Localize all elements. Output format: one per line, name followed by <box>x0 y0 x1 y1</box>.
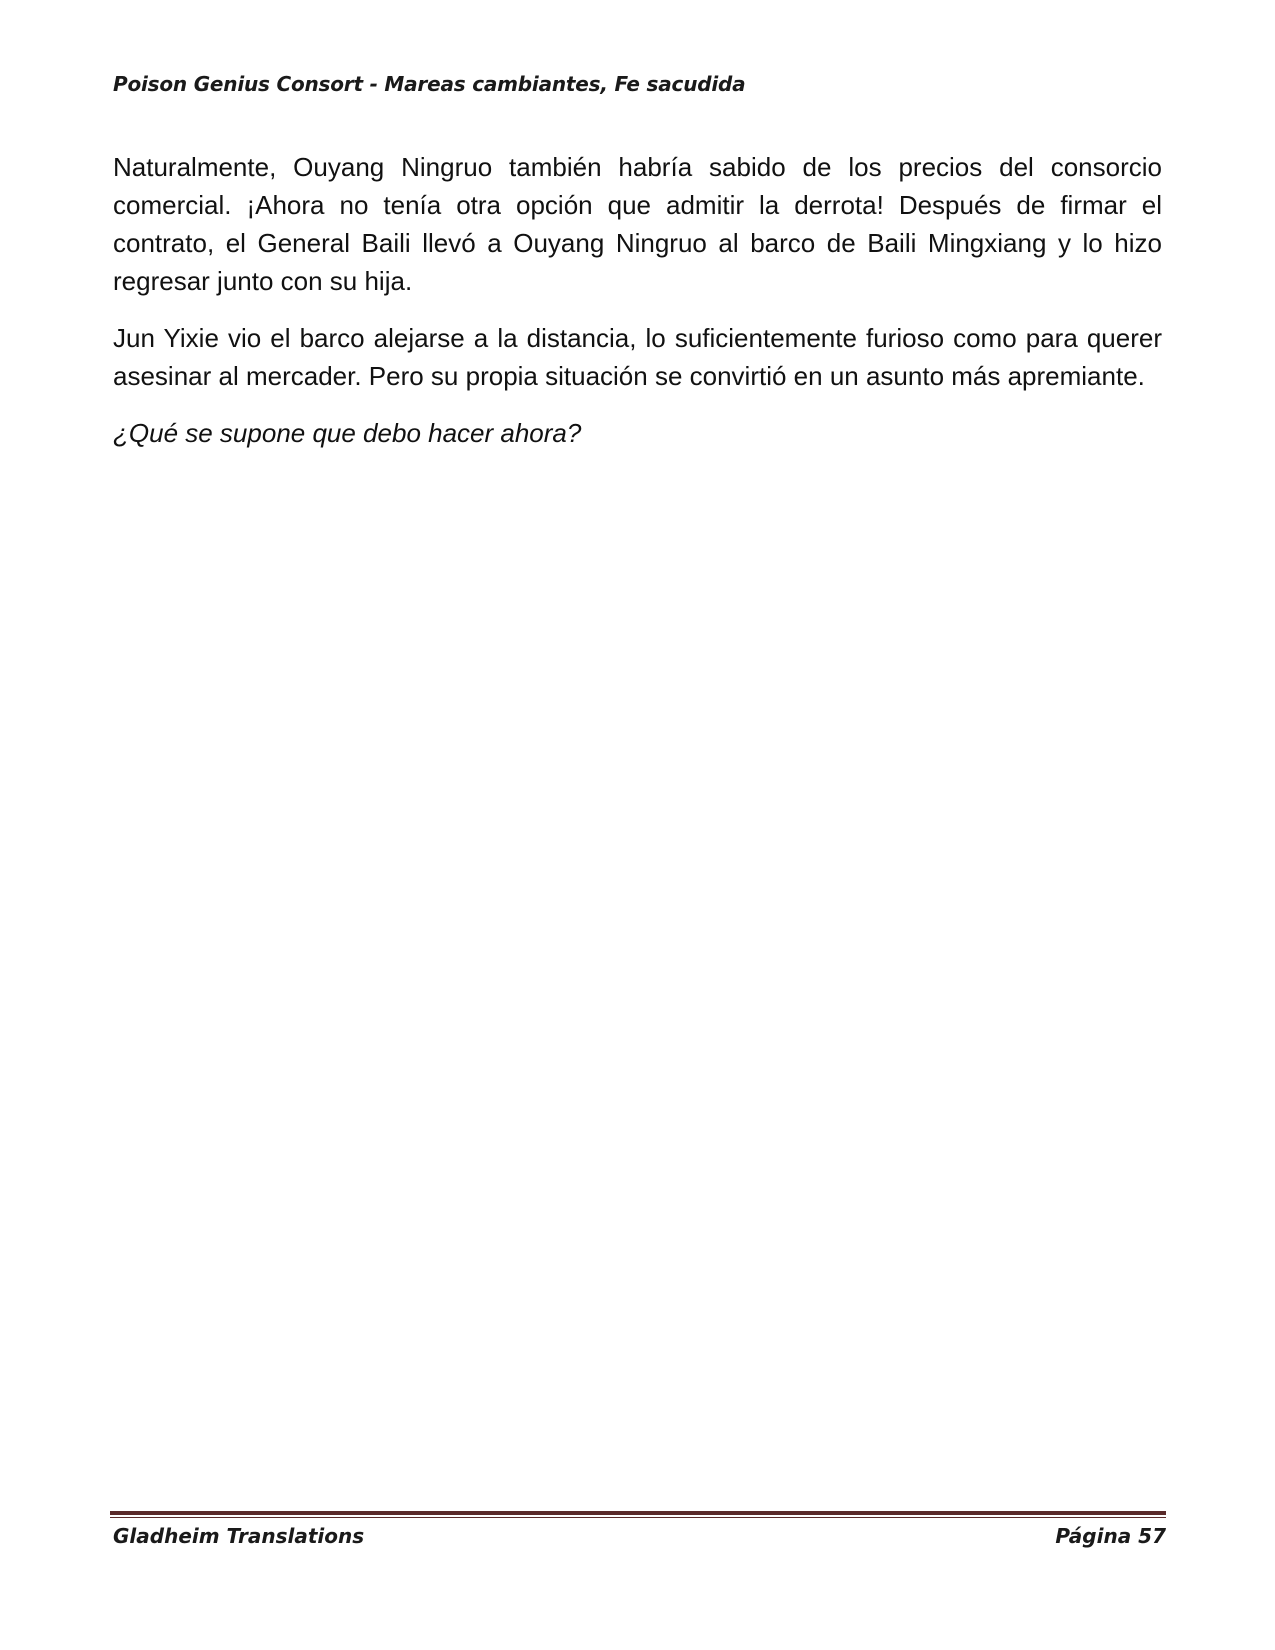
footer-divider-thin <box>110 1517 1166 1518</box>
footer-translator-name: Gladheim Translations <box>113 1524 365 1548</box>
footer-page-number: Página 57 <box>1055 1524 1166 1548</box>
document-body <box>113 148 1162 471</box>
paragraph-2: Jun Yixie vio el barco alejarse a la distancia, lo suficientemente furioso como para querer asesinar al mercader. Pero su propia situación se convirtió en un asunto más apremiante. <box>113 323 1162 391</box>
paragraph-1: Naturalmente, Ouyang Ningruo también habría sabido de los precios del consorcio comercial. ¡Ahora no tenía otra opción que admitir la derrota! Después de firmar el contrato, el General Baili llevó a Ouyang Ningruo al barco de Baili Mingxiang y lo hizo regresar junto con su hija. <box>113 152 1162 296</box>
paragraph-3-italic-thought: ¿Qué se supone que debo hacer ahora? <box>113 418 582 448</box>
running-header-title: Poison Genius Consort - Mareas cambiantes, Fe sacudida <box>113 72 746 96</box>
footer-divider-thick <box>110 1511 1166 1515</box>
